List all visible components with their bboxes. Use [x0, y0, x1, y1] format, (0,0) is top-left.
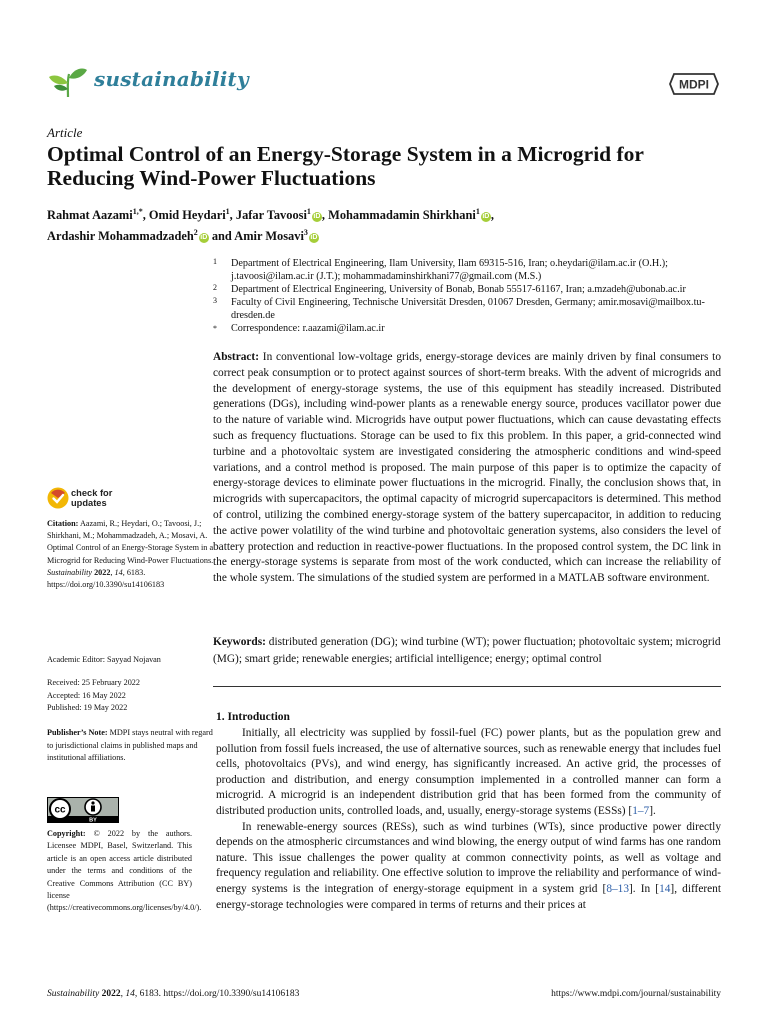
orcid-icon[interactable]: iD	[313, 213, 321, 221]
citation-link[interactable]: 8–13	[606, 882, 630, 895]
author-affiliation-mark: 1	[475, 207, 480, 216]
section-divider	[213, 686, 721, 687]
abstract-text: In conventional low-voltage grids, energy-storage devices are mainly driven by final consumers to correct peak consumption or to protect against sources of short-term breaks. With the advent of microgrids and the development of energy-storage systems, the use of this equipment has steadily increased. Distributed generations (DGs), including wind-power plants as a renewable energy source, produces vacillator power due to the nature of variable wind. Microgrids have output power fluctuations, which can cause devastating effects such as frequency fluctuations. Storage can be used to fix this problem. In this paper, a grid-connected wind turbine and a photovoltaic system are investigated considering the atmospheric conditions and wind-speed variations, and a control method is proposed. The main purpose of this paper is to optimize the capacity of energy-storage devices to eliminate power fluctuations in the microgrid. Finally, the conclusion shows that, in microgrids with supercapacitors, the optimal capacity of microgrid supercapacitors is determined. This method of control, utilizing the combined energy-storage system of the battery supercapacitor, in addition to reducing the active power volatility of the wind turbine and photovoltaic generation systems, also considers the level of battery protection and reduction in reactive-power fluctuations. In the proposed control system, the DC link in the energy-storage systems is separate from most of the work conducted, which can increase the reliability of the whole system. The simulations of the studied system are performed in a MATLAB software environment.	[213, 351, 721, 585]
author-name[interactable]: Mohammadamin Shirkhani	[328, 208, 476, 223]
affiliation-text: Department of Electrical Engineering, University of Bonab, Bonab 55517-61167, Iran; a.mzadeh@ubonab.ac.ir	[231, 284, 686, 295]
author-affiliation-mark: 1	[306, 207, 311, 216]
author-list: Rahmat Aazami$^{1,*}$, Omid Heydari$^1$, Jafar Tavoosi$^1$iD , Mohammadamin Shirkhani$^1$iD , Ardashir Mohammadzadeh$^2$iD and Amir Mosavi$^3$iD	[47, 207, 494, 244]
copyright-notice: Copyright: © 2022 by the authors. Licensee MDPI, Basel, Switzerland. This article is an open access article distributed under the terms and conditions of the Creative Commons Attribution (CC BY) license (https://creativecommons.org/licenses/by/4.0/).	[47, 829, 202, 913]
section-heading-introduction: 1. Introduction	[216, 711, 290, 723]
affiliation-item	[213, 296, 733, 322]
orcid-icon[interactable]: iD	[482, 213, 490, 221]
introduction-body	[216, 726, 721, 913]
article-type: Article	[47, 125, 83, 140]
check-updates-icon	[47, 487, 69, 509]
affiliation-text: Department of Electrical Engineering, Ilam University, Ilam 69315-516, Iran; o.heydari@ilam.ac.ir (O.H.); j.tavoosi@ilam.ac.ir (J.T.); mohammadaminshirkhani77@gmail.com (M.S.)	[231, 258, 669, 282]
paragraph: Initially, all electricity was supplied by fossil-fuel (FC) power plants, but as the population grew and pollution from fossil fuels increased, the use of alternative sources, such as renewable energy that includes fuel cells, photovoltaics (PVs), and wind energy, has significantly increased. An active grid, the processes of production and distribution, and energy consumption implemented in a controlled manner can form a microgrid. A microgrid is an independent distribution grid that has been formed from the community of distributed production units, controlled loads, and, usually, energy-storage systems (ESSs) [1–7].	[216, 727, 721, 817]
author-name[interactable]: Amir Mosavi	[234, 229, 304, 244]
footer-doi-link[interactable]: , 6183. https://doi.org/10.3390/su14106183	[134, 989, 300, 999]
keywords-label: Keywords:	[213, 636, 266, 648]
publication-dates	[47, 677, 140, 715]
abstract-label: Abstract:	[213, 351, 259, 363]
orcid-icon[interactable]: iD	[310, 234, 318, 242]
paragraph: In renewable-energy sources (RESs), such as wind turbines (WTs), since productive power directly depends on the atmospheric circumstances and wind blowing, the energy output of wind farms has one random nature. This issue challenges the power quality at common connectivity points, as well as voltage and frequency regulation and reliability. One effective solution to improve the reliability and performance of wind-energy systems is the integration of energy-storage equipment in a system grid [8–13]. In [14], different energy-storage technologies were compared in terms of returns and their prices at	[216, 820, 721, 911]
academic-editor: Academic Editor: Sayyad Nojavan	[47, 655, 161, 664]
author-affiliation-mark: 1,*	[132, 207, 143, 216]
keywords	[213, 634, 721, 668]
affiliation-mark: 2	[213, 283, 217, 292]
affiliation-text: Correspondence: r.aazami@ilam.ac.ir	[231, 323, 385, 334]
author-name[interactable]: Ardashir Mohammadzadeh	[47, 229, 194, 244]
orcid-icon[interactable]: iD	[200, 234, 208, 242]
affiliation-mark: 1	[213, 257, 217, 266]
journal-name[interactable]: sustainability	[94, 67, 249, 91]
svg-text:BY: BY	[89, 817, 97, 823]
sustainability-leaf-logo-icon	[48, 64, 88, 98]
citation-block: Citation: Aazami, R.; Heydari, O.; Tavoosi, J.; Shirkhani, M.; Mohammadzadeh, A.; Mosavi, A. Optimal Control of an Energy-Storage System in a Microgrid for Reducing Wind-Power Fluctuations. Sustainability 2022, 14, 6183. https://doi.org/10.3390/su14106183	[47, 519, 214, 590]
author-name[interactable]: Omid Heydari	[148, 208, 226, 223]
mdpi-logo-icon[interactable]	[668, 71, 720, 97]
publishers-note: Publisher’s Note: MDPI stays neutral with regard to jurisdictional claims in published maps and institutional affiliations.	[47, 728, 213, 762]
publisher-name: MDPI	[679, 77, 709, 92]
author-name[interactable]: Rahmat Aazami	[47, 208, 133, 223]
keywords-text: distributed generation (DG); wind turbine (WT); power fluctuation; photovoltaic system; microgrid (MG); smart gride; renewable energies; artificial intelligence; energy; optimal control	[213, 636, 721, 665]
affiliation-item	[213, 322, 733, 335]
published-date: Published: 19 May 2022	[47, 703, 128, 712]
author-affiliation-mark: 1	[225, 207, 230, 216]
affiliations	[213, 257, 733, 335]
accepted-date: Accepted: 16 May 2022	[47, 690, 126, 700]
doi-link[interactable]: , 6183. https://doi.org/10.3390/su14106183	[47, 567, 165, 590]
citation-link[interactable]: 14	[659, 882, 671, 895]
author-affiliation-mark: 2	[193, 228, 198, 238]
citation-link[interactable]: 1–7	[632, 804, 650, 817]
received-date: Received: 25 February 2022	[47, 678, 140, 687]
journal-url-link[interactable]: https://www.mdpi.com/journal/sustainability	[551, 989, 721, 999]
article-title: Optimal Control of an Energy-Storage System in a Microgrid for Reducing Wind-Power Fluctuations	[47, 142, 644, 190]
affiliation-item	[213, 283, 733, 296]
author-name[interactable]: Jafar Tavoosi	[235, 208, 307, 223]
affiliation-mark: *	[213, 324, 217, 333]
affiliation-text: Faculty of Civil Engineering, Technische Universität Dresden, 01067 Dresden, Germany; amir.mosavi@mailbox.tu-dresden.de	[231, 297, 705, 321]
affiliation-item	[213, 257, 733, 283]
author-affiliation-mark: 3	[303, 228, 308, 238]
abstract	[213, 350, 721, 587]
footer-citation: Sustainability 2022, 14, 6183. https://doi.org/10.3390/su14106183	[47, 989, 300, 999]
check-for-updates-button[interactable]: check for updates	[47, 487, 147, 513]
affiliation-mark: 3	[213, 296, 217, 305]
svg-text:cc: cc	[54, 804, 66, 816]
cc-by-license-icon[interactable]	[47, 797, 119, 823]
